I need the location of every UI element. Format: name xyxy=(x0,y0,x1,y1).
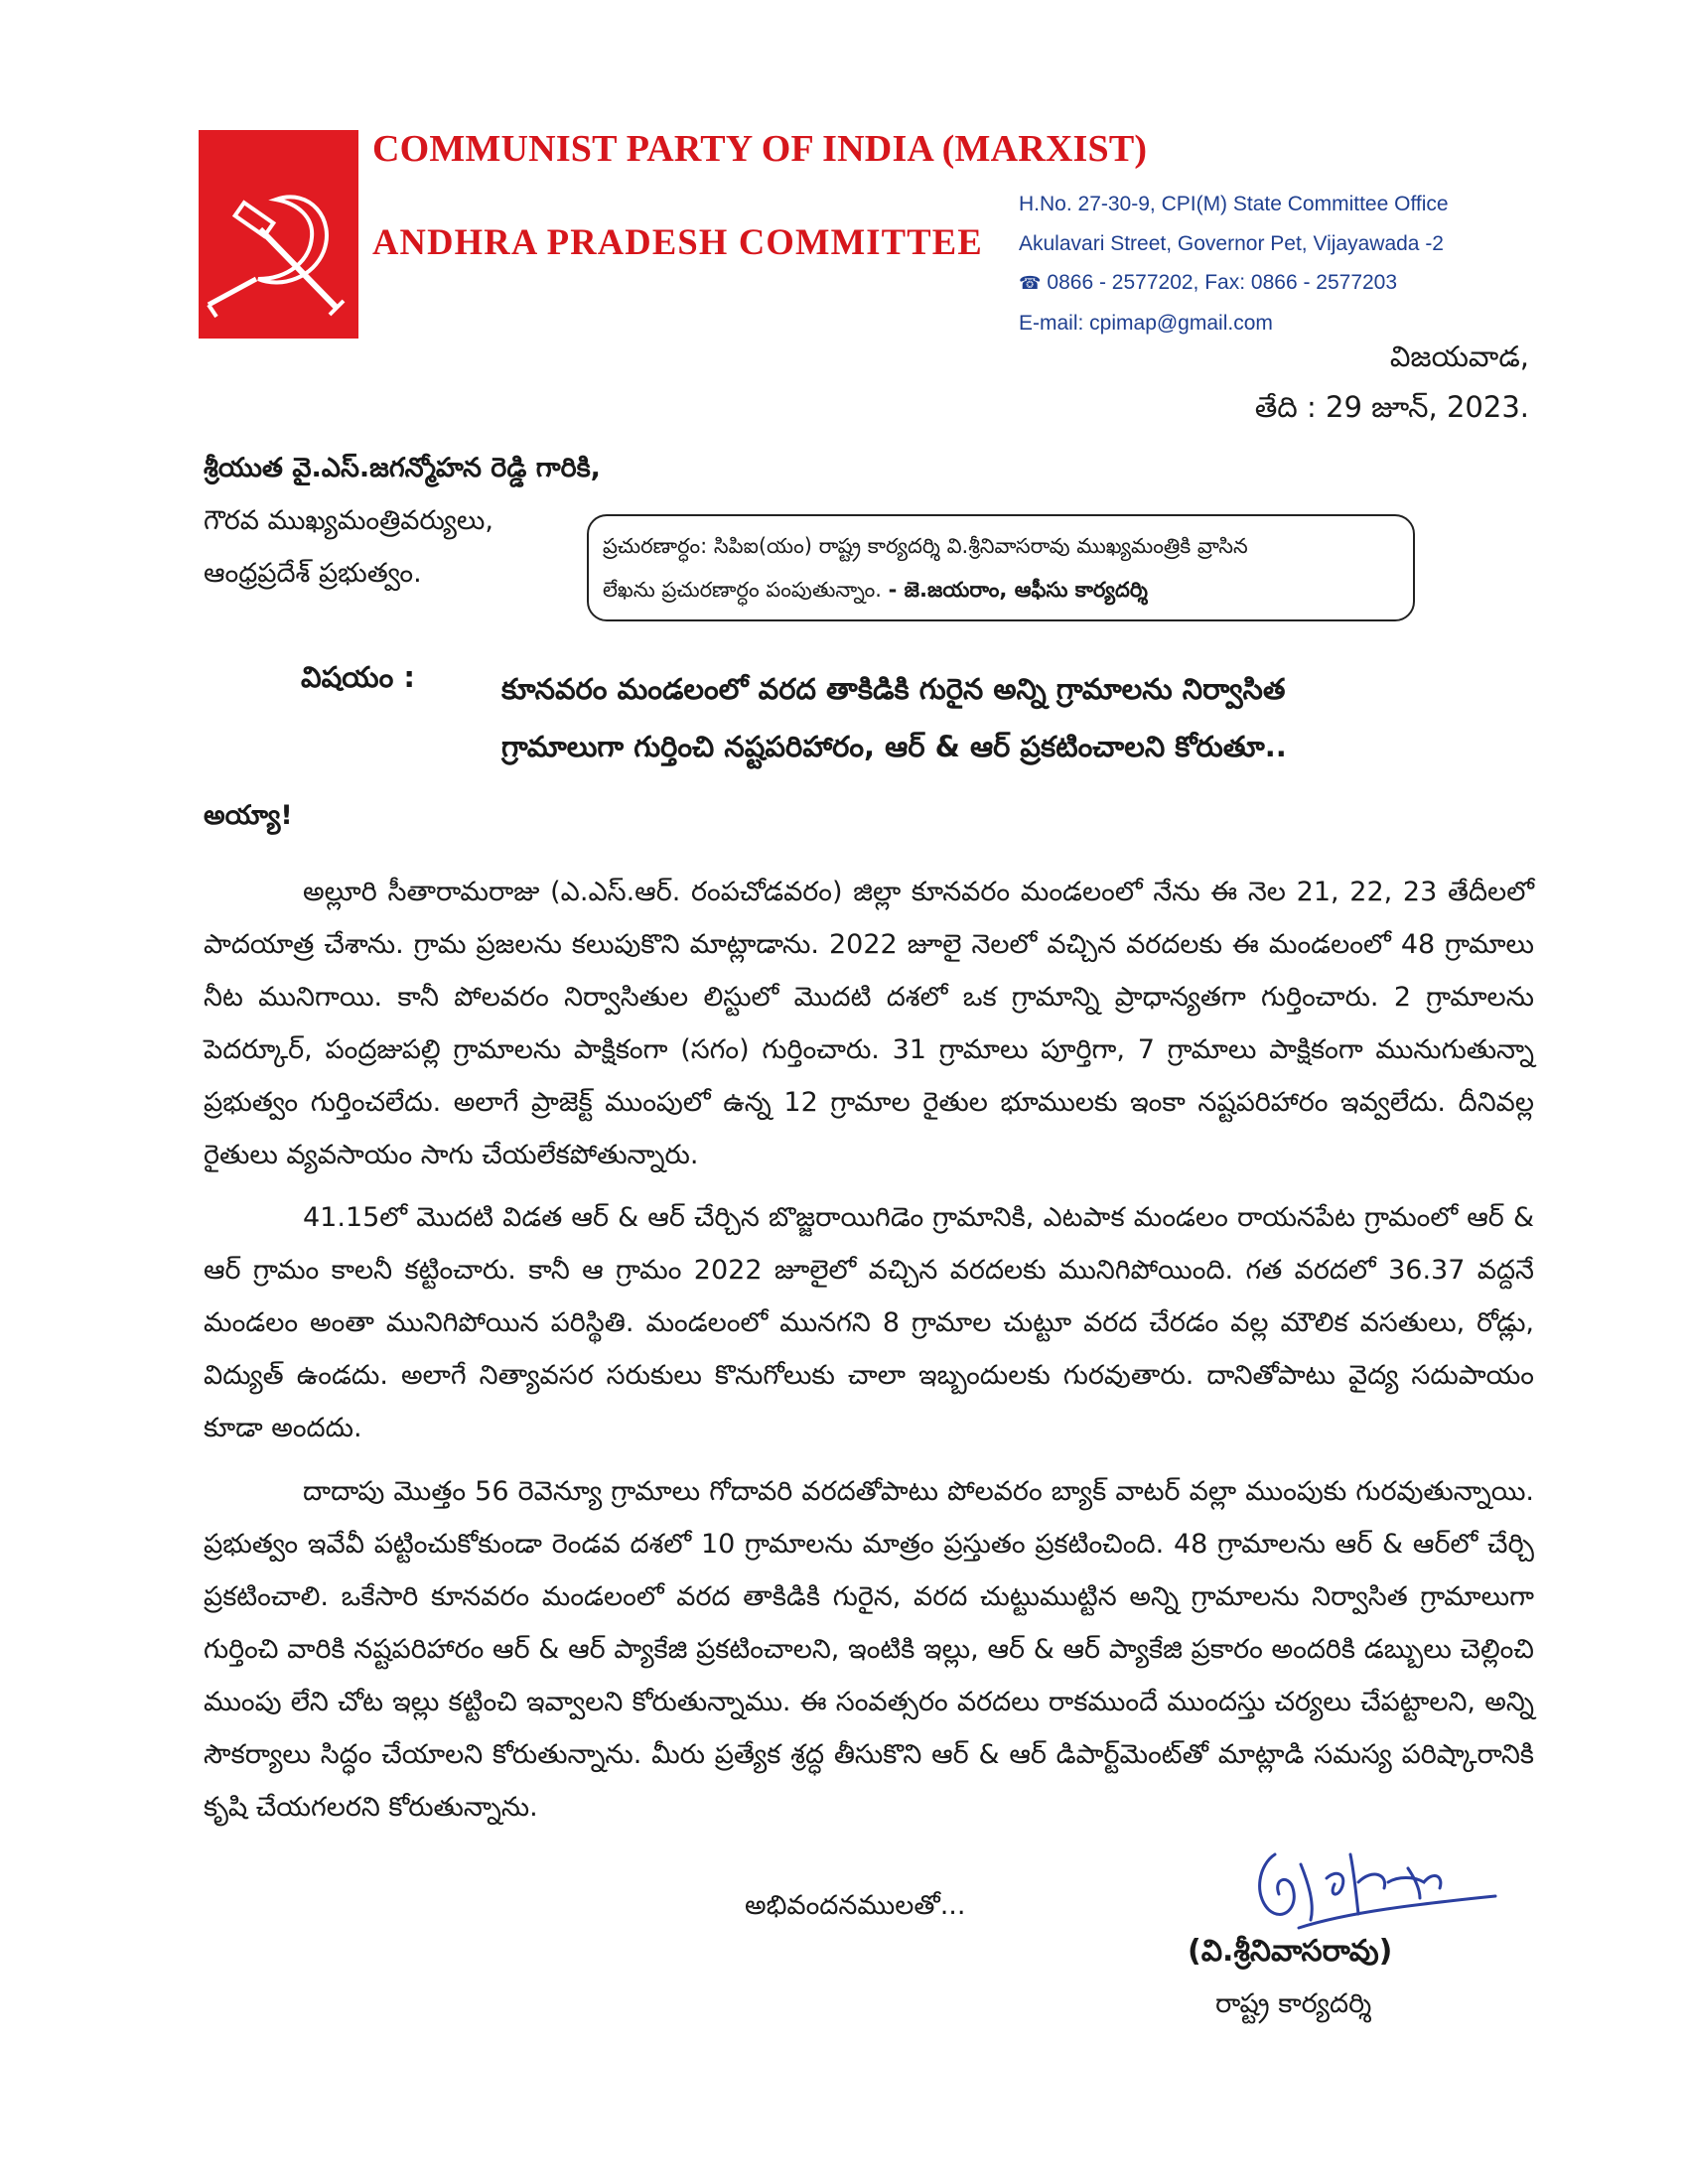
email-line: E-mail: cpimap@gmail.com xyxy=(1019,311,1273,335)
publicity-note-line-2 xyxy=(603,568,1399,612)
phone-line xyxy=(1019,263,1449,304)
org-name: COMMUNIST PARTY OF INDIA (MARXIST) xyxy=(372,128,1148,170)
phone-icon: ☎ xyxy=(1019,273,1042,293)
publicity-note-box xyxy=(587,514,1415,621)
hammer-sickle-icon xyxy=(199,130,358,339)
body-paragraph-3: దాదాపు మొత్తం 56 రెవెన్యూ గ్రామాలు గోదావరి వరదతోపాటు పోలవరం బ్యాక్ వాటర్ వల్లా ముంపుకు గురవుతున్నాయి. ప్రభుత్వం ఇవేవీ పట్టించుకోకుండా రెండవ దశలో 10 గ్రామాలను మాత్రం ప్రస్తుతం ప్రకటించింది. 48 గ్రామాలను ఆర్ & ఆర్‌లో చేర్చి ప్రకటించాలి. ఒకేసారి కూనవరం మండలంలో వరద తాకిడికి గురైన, వరద చుట్టుముట్టిన అన్ని గ్రామాలను నిర్వాసిత గ్రామాలుగా గుర్తించి వారికి నష్టపరిహారం ఆర్ & ఆర్ ప్యాకేజి ప్రకటించాలని, ఇంటికి ఇల్లు, ఆర్ & ఆర్ ప్యాకేజి ప్రకారం అందరికి డబ్బులు చెల్లించి ముంపు లేని చోట ఇల్లు కట్టించి ఇవ్వాలని కోరుతున్నాము. ఈ సంవత్సరం వరదలు రాకముందే ముందస్తు చర్యలు చేపట్టాలని, అన్ని సౌకర్యాలు సిద్ధం చేయాలని కోరుతున్నాను. మీరు ప్రత్యేక శ్రద్ధ తీసుకొని ఆర్ & ఆర్ డిపార్ట్‌మెంట్‌తో మాట్లాడి సమస్య పరిష్కారానికి కృషి చేయగలరని కోరుతున్నాను. xyxy=(204,1476,1534,1823)
subject-label: విషయం : xyxy=(301,660,415,694)
address-line-2: Akulavari Street, Governor Pet, Vijayawada -2 xyxy=(1019,231,1444,255)
signer-name: (వి.శ్రీనివాసరావు) xyxy=(1188,1934,1393,1969)
salutation: అయ్యా! xyxy=(204,800,293,831)
body-paragraph-1: అల్లూరి సీతారామరాజు (ఎ.ఎస్.ఆర్. రంపచోడవరం) జిల్లా కూనవరం మండలంలో నేను ఈ నెల 21, 22, 23 తేదీలలో పాదయాత్ర చేశాను. గ్రామ ప్రజలను కలుపుకొని మాట్లాడాను. 2022 జూలై నెలలో వచ్చిన వరదలకు ఈ మండలంలో 48 గ్రామాలు నీట మునిగాయి. కానీ పోలవరం నిర్వాసితుల లిస్టులో మొదటి దశలో ఒక గ్రామాన్ని ప్రాధాన్యతగా గుర్తించారు. 2 గ్రామాలను పెదర్కూర్, పంద్రజుపల్లి గ్రామాలను పాక్షికంగా (సగం) గుర్తించారు. 31 గ్రామాలు పూర్తిగా, 7 గ్రామాలు పాక్షికంగా మునుగుతున్నా ప్రభుత్వం గుర్తించలేదు. అలాగే ప్రాజెక్ట్ ముంపులో ఉన్న 12 గ్రామాల రైతుల భూములకు ఇంకా నష్టపరిహారం ఇవ్వలేదు. దీనివల్ల రైతులు వ్యవసాయం సాగు చేయలేకపోతున్నారు. xyxy=(204,877,1534,1170)
committee-name: ANDHRA PRADESH COMMITTEE xyxy=(372,221,983,262)
subject-line-1: కూనవరం మండలంలో వరద తాకిడికి గురైన అన్ని గ్రామాలను నిర్వాసిత xyxy=(501,672,1286,706)
address-line-1: H.No. 27-30-9, CPI(M) State Committee Office xyxy=(1019,193,1449,215)
contact-block xyxy=(1019,185,1449,342)
body-paragraph-2: 41.15లో మొదటి విడత ఆర్ & ఆర్ చేర్చిన బొజ్జరాయిగిడెం గ్రామానికి, ఎటపాక మండలం రాయనపేట గ్రామంలో ఆర్ & ఆర్ గ్రామం కాలనీ కట్టించారు. కానీ ఆ గ్రామం 2022 జూలైలో వచ్చిన వరదలకు మునిగిపోయింది. గత వరదలో 36.37 వద్దనే మండలం అంతా మునిగిపోయిన పరిస్థితి. మండలంలో మునగని 8 గ్రామాల చుట్టూ వరద చేరడం వల్ల మౌలిక వసతులు, రోడ్లు, విద్యుత్ ఉండదు. అలాగే నిత్యావసర సరుకులు కొనుగోలుకు చాలా ఇబ్బందులకు గురవుతారు. దానితోపాటు వైద్య సదుపాయం కూడా అందదు. xyxy=(204,1202,1534,1443)
party-logo xyxy=(199,130,358,339)
closing-greeting: అభివందనములతో... xyxy=(745,1890,966,1921)
phone-text: 0866 - 2577202, Fax: 0866 - 2577203 xyxy=(1047,271,1398,294)
addressee-designation: గౌరవ ముఖ్యమంత్రివర్యులు, xyxy=(204,505,493,536)
letter-date: తేది : 29 జూన్, 2023. xyxy=(1254,390,1529,424)
handwritten-signature xyxy=(1239,1825,1507,1934)
subject-line-2: గ్రామాలుగా గుర్తించి నష్టపరిహారం, ఆర్ & ఆర్ ప్రకటించాలని కోరుతూ.. xyxy=(501,730,1287,763)
publicity-note-text: లేఖను ప్రచురణార్ధం పంపుతున్నాం. xyxy=(603,578,889,602)
publicity-note-sign-off: - జె.జయరాం, ఆఫీసు కార్యదర్శి xyxy=(888,578,1148,602)
letter-place: విజయవాడ, xyxy=(1389,340,1529,373)
addressee-government: ఆంధ్రప్రదేశ్ ప్రభుత్వం. xyxy=(204,558,422,589)
publicity-note-line-1: ప్రచురణార్ధం: సిపిఐ(యం) రాష్ట్ర కార్యదర్శి వి.శ్రీనివాసరావు ముఖ్యమంత్రికి వ్రాసిన xyxy=(603,534,1248,558)
addressee-name: శ్రీయుత వై.ఎస్.జగన్మోహన రెడ్డి గారికి, xyxy=(204,453,601,483)
signer-title: రాష్ట్ర కార్యదర్శి xyxy=(1215,1988,1372,2019)
addressee-block xyxy=(204,442,601,600)
subject-text xyxy=(501,660,1494,775)
